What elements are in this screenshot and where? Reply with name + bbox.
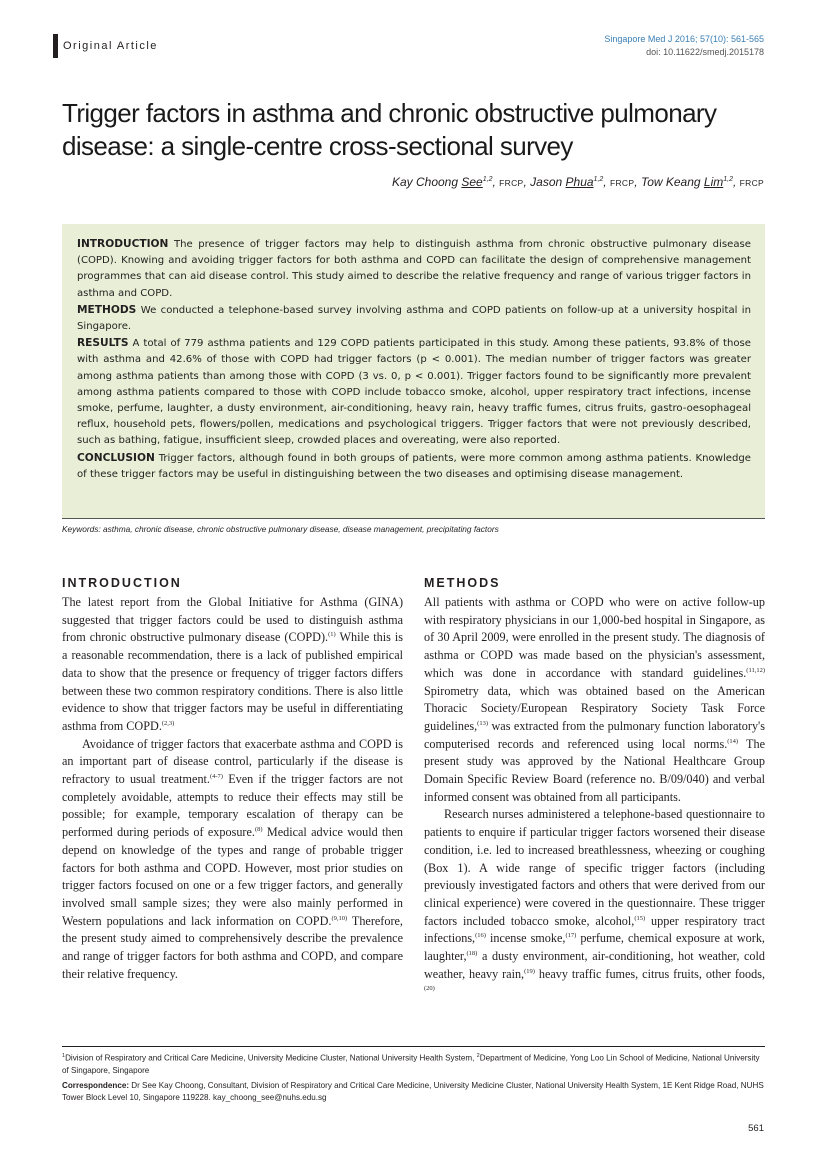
citation-ref[interactable]: (17) (565, 932, 577, 940)
author-list: Kay Choong See$^{1,2}$, FRCP, Jason Phua$^{1,2}$, FRCP, Tow Keang Lim$^{1,2}$, FRCP (391, 175, 764, 189)
citation-ref[interactable]: (2,3) (161, 719, 175, 727)
section-label: Original Article (63, 40, 158, 52)
citation-ref[interactable]: (15) (634, 914, 646, 922)
correspondence: Correspondence: Dr See Kay Choong, Consultant, Division of Respiratory and Critical Care Medicine, University Medicine Cluster, National University Health System, 1E Kent Ridge Road, NUHS Tower Block Level 10, Singapore 119228. kay_choong_see@nuhs.edu.sg (62, 1080, 764, 1102)
abstract-box (62, 224, 765, 519)
affiliations: $^1$Division of Respiratory and Critical Care Medicine, University Medicine Cluster, National University Health System, $^2$Department of Medicine, Yong Loo Lin School of Medicine, National University of Singapore, Singapore (62, 1053, 760, 1075)
citation-ref[interactable]: (18) (466, 950, 478, 957)
methods-paragraph-1: All patients with asthma or COPD who were on active follow-up with respiratory physicians in our 1,000-bed hospital in Singapore, as of 30 April 2009, were enrolled in the present study. The diagnosis of asthma or COPD was made based on the physician's assessment, which was done in accordance with standard guidelines.$^{(11,12)}$ Spirometry data, which was obtained based on the American Thoracic Society/European Respiratory Society Task Force guidelines,$^{(13)}$ was extracted from the pulmonary function laboratory's computerised records and referenced using local norms.$^{(14)}$ The present study was approved by the National Healthcare Group Domain Specific Review Board (reference no. B/09/040) and verbal informed consent was obtained from all participants. (424, 595, 766, 804)
footnote-divider (62, 1046, 765, 1047)
introduction-section (62, 575, 403, 983)
citation-ref[interactable]: (13) (477, 719, 488, 727)
journal-citation[interactable]: Singapore Med J 2016; 57(10): 561-565 (604, 34, 764, 44)
abstract-methods: METHODS We conducted a telephone-based survey involving asthma and COPD patients on follow-up at a university hospital in Singapore. (77, 303, 751, 333)
author-3[interactable]: Tow Keang Lim$^{1,2}$, FRCP (640, 175, 764, 189)
article-title: Trigger factors in asthma and chronic obstructive pulmonary disease: a single-centre cross-sectional survey (62, 98, 717, 161)
citation-ref[interactable]: (4-7) (209, 772, 223, 780)
article-doi[interactable]: doi: 10.11622/smedj.2015178 (646, 47, 764, 57)
abstract-results: RESULTS A total of 779 asthma patients and 129 COPD patients participated in this study. Among these patients, 93.8% of those with asthma and 42.6% of those with COPD had trigger factors (p < 0.001). The median number of trigger factors was greater among asthma patients than among those with COPD (3 vs. 0, p < 0.001). Trigger factors found to be significantly more prevalent among asthma patients compared to those with COPD include tobacco smoke, alcohol, upper respiratory tract infections, incense smoke, perfume, laughter, a dusty environment, air-conditioning, heavy rain, heavy traffic fumes, citrus fruits, gastro-oesophageal reflux, household pets, flowers/pollen, medications and psychological triggers. Trigger factors that were not previously described, such as bathing, fatigue, insufficient sleep, crowded places and overeating, were also reported. (77, 337, 751, 447)
page-number: 561 (748, 1123, 764, 1134)
methods-section (424, 575, 765, 1001)
introduction-paragraph-1: The latest report from the Global Initiative for Asthma (GINA) suggested that trigger factors could be used to distinguish asthma from chronic obstructive pulmonary disease (COPD).$^{(1)}$ While this is a reasonable recommendation, there is a lack of published empirical data to show that the presence or frequency of trigger factors differs between these two common respiratory conditions. There is also little evidence to show that trigger factors may be useful in differentiating asthma from COPD.$^{(2,3)}$ (62, 595, 404, 733)
abstract-introduction: INTRODUCTION The presence of trigger factors may help to distinguish asthma from chronic obstructive pulmonary disease (COPD). Knowing and avoiding trigger factors for both asthma and COPD can facilitate the design of comprehensive management programmes that can aid disease control. This study aimed to describe the relative frequency and range of various trigger factors in asthma and COPD. (77, 238, 751, 299)
section-marker-bar (53, 34, 58, 58)
introduction-heading: INTRODUCTION (62, 576, 182, 590)
author-2[interactable]: Jason Phua$^{1,2}$, FRCP (530, 175, 635, 189)
citation-ref[interactable]: (11,12) (746, 666, 765, 674)
citation-ref[interactable]: (1) (328, 631, 336, 639)
footnotes (62, 1050, 765, 1107)
methods-heading: METHODS (424, 576, 501, 590)
methods-paragraph-2: Research nurses administered a telephone-based questionnaire to patients to enquire if particular trigger factors worsened their disease condition, i.e. led to increased breathlessness, wheezing or coughing (Box 1). A wide range of specific trigger factors (including previously investigated factors and others that were derived from our clinical experience) were covered in the questionnaire. These trigger factors included tobacco smoke, alcohol,$^{(15)}$ upper respiratory tract infections,$^{(16)}$ incense smoke,$^{(17)}$ perfume, chemical exposure at work, laughter,$^{(18)}$ a dusty environment, air-conditioning, hot weather, cold weather, heavy rain,$^{(19)}$ heavy traffic fumes, citrus fruits, other foods,$^{(20)}$ (424, 807, 765, 993)
citation-ref[interactable]: (9,10) (331, 914, 348, 922)
author-1[interactable]: Kay Choong See$^{1,2}$, FRCP (391, 175, 524, 189)
keywords: Keywords: asthma, chronic disease, chronic obstructive pulmonary disease, disease management, precipitating factors (62, 524, 499, 534)
citation-ref[interactable]: (19) (524, 967, 535, 975)
citation-ref[interactable]: (14) (727, 737, 739, 745)
citation-ref[interactable]: (16) (475, 932, 486, 940)
citation-ref[interactable]: (8) (254, 826, 263, 834)
introduction-paragraph-2: Avoidance of trigger factors that exacerbate asthma and COPD is an important part of disease control, particularly if the disease is refractory to usual treatment.$^{(4-7)}$ Even if the trigger factors are not completely avoidable, attempts to reduce their effects may still be possible; for example, temporary escalation of therapy can be performed during periods of exposure.$^{(8)}$ Medical advice would then depend on knowledge of the types and range of probable trigger factors for both asthma and COPD. However, most prior studies on trigger factors focused on one or a few trigger factors, and generally involved small sample sizes; they were also mainly performed in Western populations and lack information on COPD.$^{(9,10)}$ Therefore, the present study aimed to comprehensively describe the prevalence and range of trigger factors for both asthma and COPD, and compare their relative frequency. (62, 736, 403, 981)
citation-ref[interactable]: (20) (424, 985, 435, 993)
journal-citation-block (604, 33, 764, 59)
abstract-conclusion: CONCLUSION Trigger factors, although found in both groups of patients, were more common among asthma patients. Knowledge of these trigger factors may be useful in distinguishing between the two diseases and optimising disease management. (77, 451, 751, 480)
